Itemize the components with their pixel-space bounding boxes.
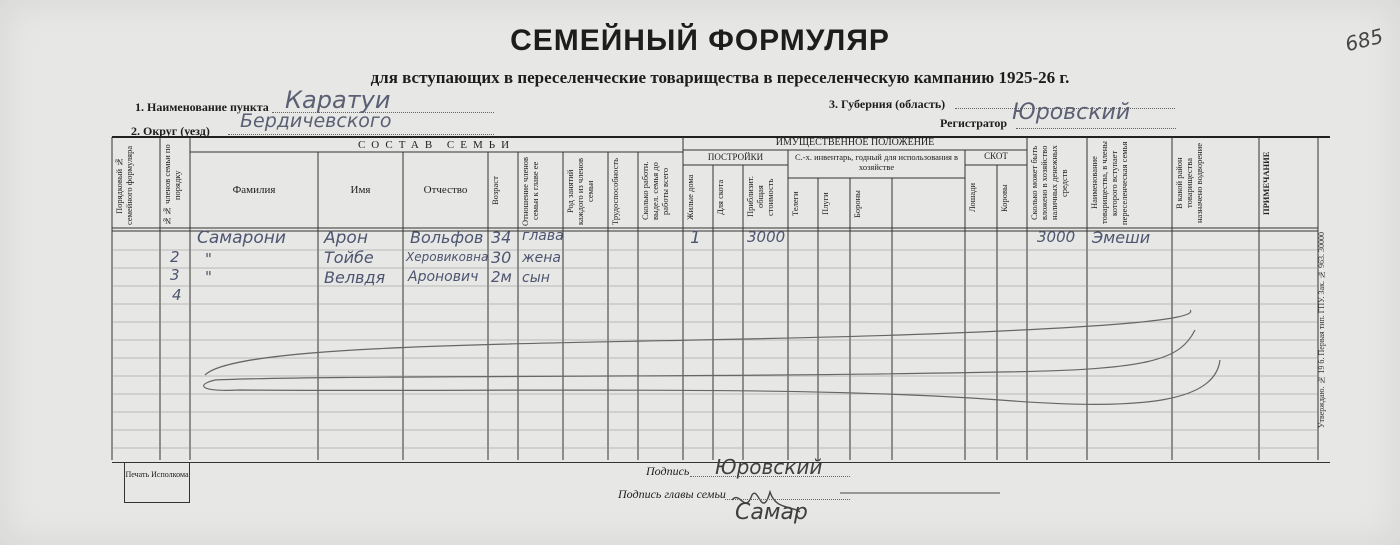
stamp-box	[124, 462, 190, 503]
signature-label: Подпись	[646, 464, 690, 478]
page-number: 685	[1342, 23, 1386, 57]
col-age: Возраст	[490, 176, 500, 206]
row1-partnership: Эмеши	[1092, 228, 1151, 247]
row3-patronymic: Аронович	[408, 269, 479, 285]
stamp-label: Печать Исполкома	[125, 470, 189, 479]
col-harrows: Бороны	[852, 190, 862, 218]
head-signature-value: Самар	[735, 500, 808, 525]
header-buildings-group: ПОСТРОЙКИ	[707, 152, 764, 162]
settlement-label: 1. Наименование пункта	[135, 100, 269, 114]
row2-relation: жена	[522, 250, 561, 266]
row3-name: Велвдя	[324, 268, 386, 287]
col-house: Жилые дома	[685, 174, 695, 220]
col-workers: Сколько работн. выдел. семья до работы всего	[640, 161, 670, 221]
row1-age: 34	[491, 228, 512, 247]
row2-name: Тойбе	[324, 248, 374, 267]
form-subtitle: для вступающих в переселенческие товарищества в переселенческую кампанию 1925-26 г.	[370, 68, 1070, 87]
row4-member-no: 4	[172, 286, 182, 304]
col-horses: Лошади	[967, 183, 977, 213]
col-patronymic: Отчество	[423, 184, 468, 196]
col-member-no: №№ членов семьи по порядку	[162, 144, 182, 226]
col-plows: Плуги	[820, 192, 830, 216]
printer-note: Утверждаю. № 19 б. Первая тип. ГПУ. Зак. № 963. 30000	[1317, 232, 1326, 429]
col-relation: Отношение членов семьи к главе ее	[520, 156, 540, 226]
col-name: Имя	[350, 184, 371, 196]
settlement-value: Каратуи	[285, 86, 391, 114]
district-label: 2. Округ (уезд)	[131, 124, 210, 138]
district-value: Бердичевского	[240, 110, 392, 132]
col-partnership: Наименование товарищества, в члены которого вступает переселенческая семья	[1089, 141, 1129, 225]
row1-cash: 3000	[1037, 228, 1076, 246]
form-title: СЕМЕЙНЫЙ ФОРМУЛЯР	[510, 24, 890, 57]
col-form-no: Порядковый № семейного формуляра	[114, 145, 134, 225]
row2-member-no: 2	[170, 248, 180, 266]
col-surname: Фамилия	[232, 184, 276, 196]
col-notes: ПРИМЕЧАНИЕ	[1261, 151, 1271, 215]
registrar-label: Регистратор	[940, 116, 1008, 130]
row3-member-no: 3	[170, 266, 180, 284]
col-workability: Трудоспособность	[610, 157, 620, 225]
header-livestock-group: СКОТ	[984, 151, 1008, 161]
col-occupation: Род занятий каждого из членов семьи	[565, 157, 595, 225]
head-signature-label: Подпись главы семьи	[618, 487, 726, 501]
row1-name: Арон	[324, 228, 368, 248]
header-family-group: СОСТАВ СЕМЬИ	[357, 139, 516, 151]
header-property-group: ИМУЩЕСТВЕННОЕ ПОЛОЖЕНИЕ	[775, 137, 935, 148]
row3-surname: "	[205, 268, 212, 286]
col-area: В какой район товарищества назначено водворение	[1174, 143, 1204, 224]
row1-relation: глава	[522, 228, 564, 244]
header-inventory-group: С.-х. инвентарь, годный для использования в хозяйстве	[794, 152, 959, 172]
col-carts: Телеги	[790, 191, 800, 217]
row1-patronymic: Вольфов	[410, 228, 484, 247]
row2-surname: "	[205, 250, 212, 268]
signature-value: Юровский	[715, 455, 823, 479]
col-cows: Коровы	[999, 184, 1009, 212]
row3-relation: сын	[522, 270, 550, 286]
row2-patronymic: Херовиковна	[406, 250, 489, 264]
row3-age: 2м	[491, 268, 512, 286]
col-cash: Сколько может быть вложено в хозяйство наличных денежных средств	[1029, 145, 1069, 221]
row2-age: 30	[491, 248, 512, 267]
province-label: 3. Губерния (область)	[829, 97, 946, 111]
row1-house: 1	[690, 228, 701, 248]
col-cattle-shed: Для скота	[715, 179, 725, 215]
row1-surname: Самарони	[197, 228, 286, 248]
row1-value: 3000	[747, 228, 786, 246]
registrar-value: Юровский	[1012, 100, 1131, 125]
col-approx-value: Приблизит. общая стоимость	[745, 176, 775, 218]
